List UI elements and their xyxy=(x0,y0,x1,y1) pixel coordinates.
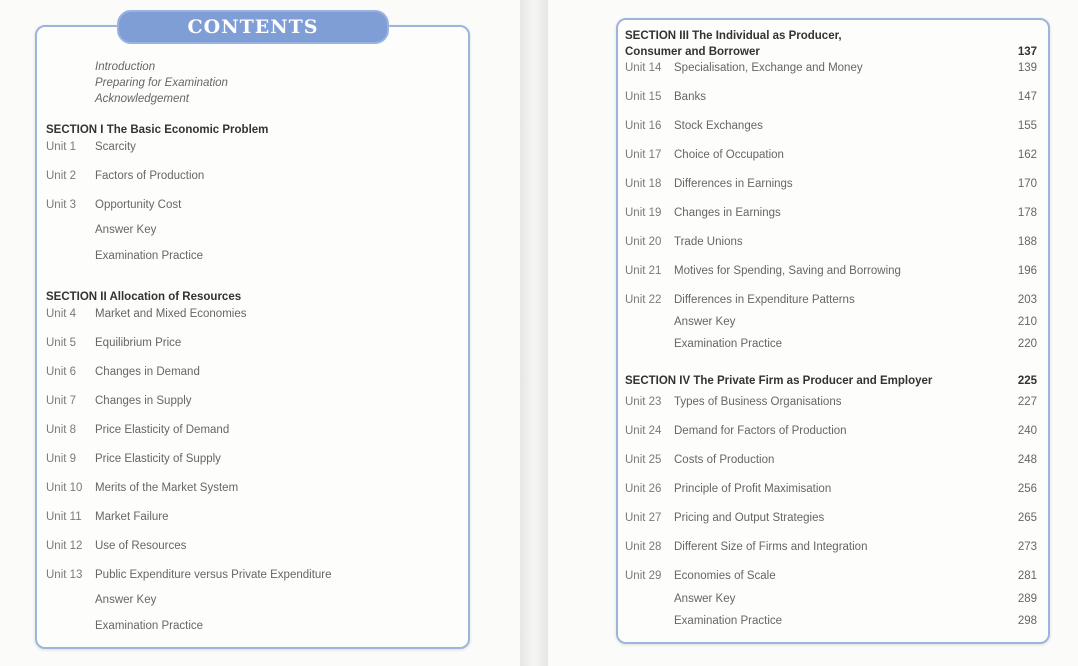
unit-label: Unit 26 xyxy=(625,483,662,495)
unit-label: Unit 6 xyxy=(46,366,77,378)
entry-page: 188 xyxy=(1017,236,1037,248)
section-title-line2: Consumer and Borrower xyxy=(625,46,760,58)
entry-title: Equilibrium Price xyxy=(95,337,182,349)
entry-title: Trade Unions xyxy=(674,236,743,248)
entry-title: Banks xyxy=(674,91,706,103)
entry-title: Differences in Expenditure Patterns xyxy=(674,294,855,306)
entry-title: Price Elasticity of Demand xyxy=(95,424,230,436)
unit-label: Unit 22 xyxy=(625,294,662,306)
unit-label: Unit 7 xyxy=(46,395,77,407)
entry-page: 289 xyxy=(1017,593,1037,605)
entry-title: Market Failure xyxy=(95,511,169,523)
unit-label: Unit 1 xyxy=(46,141,77,153)
entry-title: Demand for Factors of Production xyxy=(674,425,847,437)
entry-title: Changes in Earnings xyxy=(674,207,781,219)
front-matter-title: Acknowledgement xyxy=(95,93,189,105)
book-gutter xyxy=(520,0,548,666)
unit-label: Unit 14 xyxy=(625,62,662,74)
entry-page: 203 xyxy=(1017,294,1037,306)
unit-label: Unit 9 xyxy=(46,453,77,465)
entry-title: Scarcity xyxy=(95,141,136,153)
entry-title: Different Size of Firms and Integration xyxy=(674,541,868,553)
entry-title: Examination Practice xyxy=(95,250,204,262)
entry-title: Public Expenditure versus Private Expenditure xyxy=(95,569,332,581)
entry-page: 139 xyxy=(1017,62,1037,74)
unit-label: Unit 3 xyxy=(46,199,77,211)
entry-title: Answer Key xyxy=(674,593,736,605)
entry-title: Pricing and Output Strategies xyxy=(674,512,825,524)
unit-label: Unit 5 xyxy=(46,337,77,349)
entry-title: Examination Practice xyxy=(674,615,783,627)
front-matter-title: Preparing for Examination xyxy=(95,77,228,89)
unit-label: Unit 19 xyxy=(625,207,662,219)
entry-title: Differences in Earnings xyxy=(674,178,793,190)
section-title: SECTION I The Basic Economic Problem xyxy=(46,124,269,136)
entry-title: Answer Key xyxy=(95,594,157,606)
entry-title: Changes in Supply xyxy=(95,395,192,407)
unit-label: Unit 10 xyxy=(46,482,83,494)
contents-banner: CONTENTS xyxy=(117,10,389,44)
unit-label: Unit 11 xyxy=(46,511,82,523)
unit-label: Unit 13 xyxy=(46,569,83,581)
unit-label: Unit 2 xyxy=(46,170,77,182)
entry-title: Specialisation, Exchange and Money xyxy=(674,62,863,74)
entry-page: 178 xyxy=(1017,207,1037,219)
unit-label: Unit 27 xyxy=(625,512,662,524)
entry-title: Market and Mixed Economies xyxy=(95,308,247,320)
entry-title: Price Elasticity of Supply xyxy=(95,453,221,465)
entry-page: 256 xyxy=(1017,483,1037,495)
entry-page: 220 xyxy=(1017,338,1037,350)
entry-page: 265 xyxy=(1017,512,1037,524)
entry-title: Changes in Demand xyxy=(95,366,200,378)
entry-title: Types of Business Organisations xyxy=(674,396,842,408)
entry-page: 162 xyxy=(1017,149,1037,161)
entry-title: Examination Practice xyxy=(95,620,204,632)
entry-title: Answer Key xyxy=(674,316,736,328)
entry-page: 240 xyxy=(1017,425,1037,437)
entry-title: Costs of Production xyxy=(674,454,775,466)
entry-page: 210 xyxy=(1017,316,1037,328)
unit-label: Unit 16 xyxy=(625,120,662,132)
front-matter-title: Introduction xyxy=(95,61,156,73)
unit-label: Unit 23 xyxy=(625,396,662,408)
entry-page: 281 xyxy=(1017,570,1037,582)
section-title: SECTION IV The Private Firm as Producer and Employer xyxy=(625,375,933,387)
entry-page: 298 xyxy=(1017,615,1037,627)
unit-label: Unit 29 xyxy=(625,570,662,582)
entry-title: Stock Exchanges xyxy=(674,120,763,132)
entry-page: 227 xyxy=(1017,396,1037,408)
entry-title: Principle of Profit Maximisation xyxy=(674,483,832,495)
unit-label: Unit 20 xyxy=(625,236,662,248)
unit-label: Unit 18 xyxy=(625,178,662,190)
unit-label: Unit 21 xyxy=(625,265,662,277)
entry-page: 248 xyxy=(1017,454,1037,466)
entry-title: Opportunity Cost xyxy=(95,199,182,211)
entry-title: Answer Key xyxy=(95,224,157,236)
unit-label: Unit 4 xyxy=(46,308,77,320)
entry-page: 155 xyxy=(1017,120,1037,132)
entry-title: Economies of Scale xyxy=(674,570,776,582)
unit-label: Unit 24 xyxy=(625,425,662,437)
entry-page: 196 xyxy=(1017,265,1037,277)
entry-title: Motives for Spending, Saving and Borrowing xyxy=(674,265,901,277)
section-page: 137 xyxy=(1017,46,1037,58)
entry-page: 170 xyxy=(1017,178,1037,190)
section-title-line1: SECTION III The Individual as Producer, xyxy=(625,30,842,42)
entry-page: 273 xyxy=(1017,541,1037,553)
entry-page: 147 xyxy=(1017,91,1037,103)
section-page: 225 xyxy=(1017,375,1037,387)
entry-title: Choice of Occupation xyxy=(674,149,784,161)
entry-title: Factors of Production xyxy=(95,170,205,182)
section-title: SECTION II Allocation of Resources xyxy=(46,291,242,303)
unit-label: Unit 17 xyxy=(625,149,662,161)
entry-title: Merits of the Market System xyxy=(95,482,239,494)
unit-label: Unit 25 xyxy=(625,454,662,466)
unit-label: Unit 8 xyxy=(46,424,77,436)
entry-title: Examination Practice xyxy=(674,338,783,350)
unit-label: Unit 12 xyxy=(46,540,83,552)
unit-label: Unit 15 xyxy=(625,91,662,103)
entry-title: Use of Resources xyxy=(95,540,187,552)
unit-label: Unit 28 xyxy=(625,541,662,553)
